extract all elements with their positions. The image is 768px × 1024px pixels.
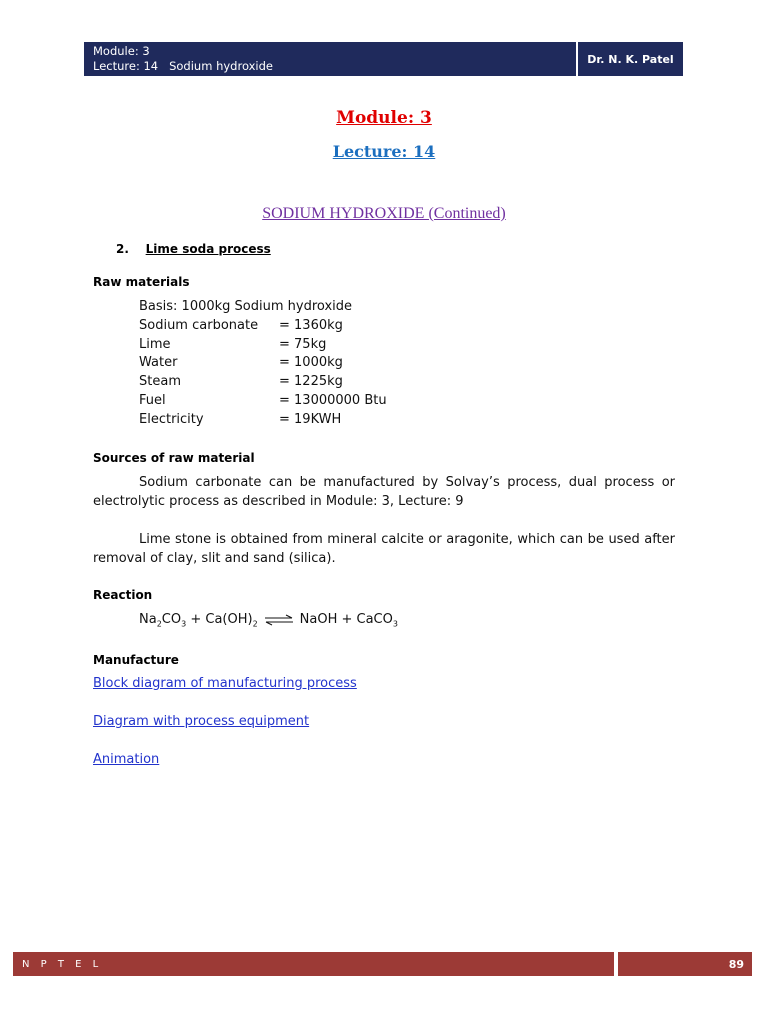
raw-materials-heading: Raw materials [93,275,190,289]
raw-material-row [139,337,326,352]
page-title-lecture: Lecture: 14 [332,142,436,161]
raw-material-value: = 1000kg [279,355,343,370]
reaction-lhs-co-sub: 3 [181,619,187,629]
raw-material-row [139,393,387,408]
equilibrium-arrow-icon [264,614,294,626]
header-author-box [578,42,683,76]
footer-org: N P T E L [22,958,103,970]
raw-material-name: Lime [139,337,171,352]
raw-material-name: Steam [139,374,181,389]
footer-page-box [618,952,752,976]
raw-material-row [139,318,343,333]
raw-material-row [139,412,341,427]
sources-paragraph-1-text: Sodium carbonate can be manufactured by Solvay’s process, dual process or electrolytic process as described in Module: 3, Lecture: 9 [93,475,675,509]
raw-material-value: = 75kg [279,337,327,352]
footer-bar [13,952,614,976]
sources-paragraph-2 [93,530,675,568]
raw-material-value: = 19KWH [279,412,342,427]
sources-heading: Sources of raw material [93,451,255,465]
section-title: Lime soda process [145,242,271,256]
raw-material-name: Electricity [139,412,204,427]
page-number: 89 [728,957,744,971]
raw-material-value: = 13000000 Btu [279,393,387,408]
manufacture-heading: Manufacture [93,653,179,667]
sources-paragraph-1 [93,473,675,511]
sources-paragraph-2-text: Lime stone is obtained from mineral calcite or aragonite, which can be used after removal of clay, slit and sand (silica). [93,532,675,566]
raw-material-name: Sodium carbonate [139,318,259,333]
reaction-lhs-na-sub: 2 [156,619,162,629]
raw-material-name: Water [139,355,178,370]
reaction-rhs [300,612,398,629]
header-lecture-line [93,59,576,74]
raw-materials-basis: Basis: 1000kg Sodium hydroxide [139,299,353,314]
process-equipment-link[interactable]: Diagram with process equipment [93,714,310,729]
section-number: 2. [116,242,129,256]
raw-material-row [139,374,343,389]
header-lecture: Lecture: 14 [93,59,159,73]
header-module: Module: 3 [93,44,150,58]
reaction-rhs-sub: 3 [392,619,398,629]
block-diagram-link[interactable]: Block diagram of manufacturing process [93,676,357,691]
reaction-heading: Reaction [93,588,153,602]
reaction-lhs [139,612,258,629]
page-subtitle: SODIUM HYDROXIDE (Continued) [262,205,506,222]
raw-material-name: Fuel [139,393,166,408]
header-bar [84,42,576,76]
reaction-rhs-text: NaOH + CaCO [299,612,393,627]
header-author: Dr. N. K. Patel [587,52,674,66]
reaction-lhs-caoh: + Ca(OH) [186,612,253,627]
animation-link[interactable]: Animation [93,752,160,767]
raw-material-value: = 1360kg [279,318,343,333]
reaction-lhs-na: Na [139,612,157,627]
section-heading [116,242,271,256]
raw-material-value: = 1225kg [279,374,343,389]
reaction-equation [139,612,398,629]
reaction-lhs-caoh-sub: 2 [252,619,258,629]
page-title-module: Module: 3 [336,108,432,128]
header-topic: Sodium hydroxide [169,59,273,73]
reaction-lhs-co: CO [161,612,182,627]
raw-material-row [139,355,343,370]
